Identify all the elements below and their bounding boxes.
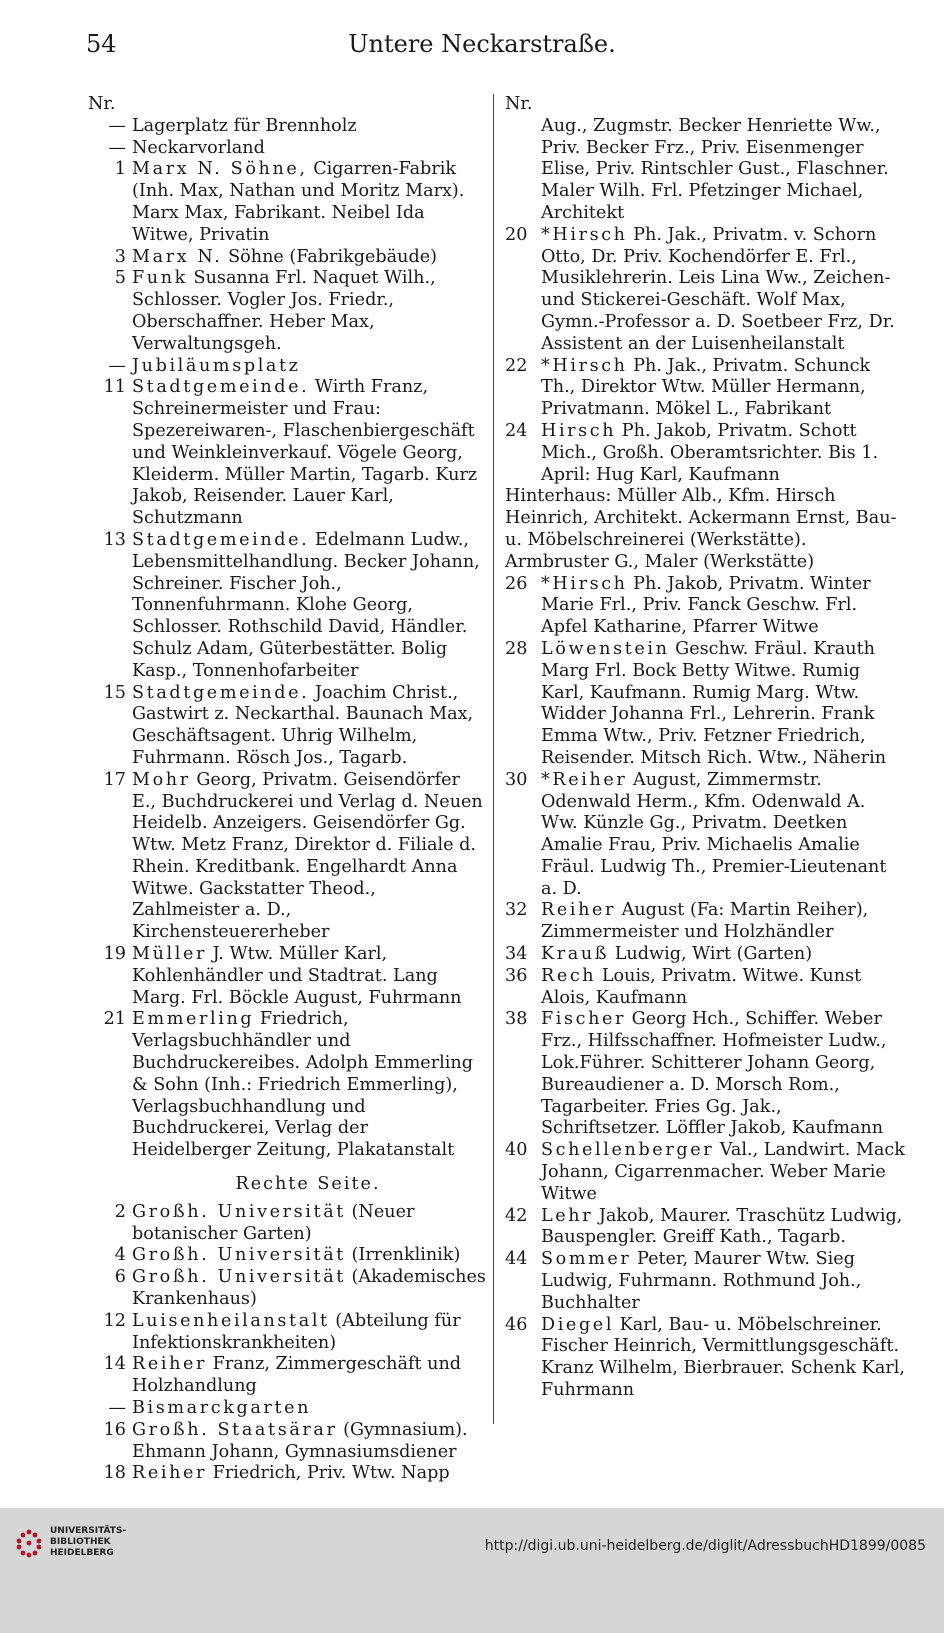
entry-name: Schellenberger: [541, 1140, 715, 1161]
logo-line: BIBLIOTHEK: [50, 1537, 111, 1547]
page-number: 54: [86, 30, 117, 58]
entry-name: *Hirsch: [541, 355, 628, 376]
right-entries-cont: [505, 574, 905, 1402]
entry-text: Susanna Frl. Naquet Wilh., Schlosser. Vogler Jos. Friedr., Oberschaffner. Heber Max, Verwaltungsgeh.: [132, 268, 436, 354]
entry-name: Großh. Staatsärar: [132, 1419, 338, 1440]
entry-name: Krauß: [541, 944, 610, 965]
source-url-link[interactable]: http://digi.ub.uni-heidelberg.de/diglit/AdressbuchHD1899/0085: [484, 1538, 926, 1554]
footer-bar: [0, 1508, 944, 1633]
entry-text: J. Wtw. Müller Karl, Kohlenhändler und Stadtrat. Lang Marg. Frl. Böckle August, Fuhrmann: [132, 944, 462, 1008]
entry-text: Söhne (Fabrikgebäude): [222, 246, 438, 267]
house-number: 5: [114, 268, 126, 289]
house-number: 36: [505, 965, 528, 986]
list-item: [88, 268, 488, 355]
entry-name: Reiher: [132, 1354, 208, 1375]
list-item: [88, 247, 488, 269]
list-item: [505, 944, 905, 966]
house-number: 28: [505, 638, 528, 659]
entry-text: (Neuer botanischer Garten): [132, 1201, 415, 1244]
left-column: [88, 94, 488, 1485]
house-number: 40: [505, 1140, 528, 1161]
logo-dot: [37, 1539, 42, 1544]
house-number: 12: [103, 1310, 126, 1331]
logo-dot: [27, 1553, 32, 1558]
house-number: —: [108, 115, 126, 136]
entry-name: *Hirsch: [541, 573, 628, 594]
house-number: 13: [103, 529, 126, 550]
list-item: [88, 159, 488, 246]
column-divider: [493, 94, 494, 1424]
entry-name: *Reiher: [541, 769, 628, 790]
entry-text: Karl, Bau- u. Möbelschreiner. Fischer Heinrich, Vermittlungsgeschäft. Kranz Wilhelm, Bierbrauer. Schenk Karl, Fuhrmann: [541, 1314, 905, 1401]
left-entries-right-side: [88, 1202, 488, 1485]
list-item: [88, 683, 488, 770]
house-number: 4: [114, 1245, 126, 1266]
house-number: 34: [505, 944, 528, 965]
entry-text: Val., Landwirt. Mack Johann, Cigarrenmacher. Weber Marie Witwe: [541, 1140, 905, 1204]
section-heading: Rechte Seite.: [235, 1174, 381, 1195]
house-number: 24: [505, 420, 528, 441]
entry-name: Stadtgemeinde.: [132, 682, 310, 703]
entry-text: Ludwig, Wirt (Garten): [609, 944, 813, 965]
entry-name: Sommer: [541, 1249, 632, 1270]
house-number: 22: [505, 355, 528, 376]
house-number: 16: [103, 1419, 126, 1440]
entry-name: Diegel: [541, 1314, 615, 1335]
house-number: 1: [114, 159, 126, 180]
house-number: 30: [505, 769, 528, 790]
list-item: [505, 356, 905, 421]
entry-name: Hirsch: [541, 420, 617, 441]
right-column: [505, 94, 905, 1402]
list-item: [505, 574, 905, 639]
entry-name: Funk: [132, 268, 188, 289]
entry-text: Louis, Privatm. Witwe. Kunst Alois, Kaufmann: [541, 965, 862, 1008]
list-item: [88, 356, 488, 378]
house-number: 17: [103, 769, 126, 790]
house-number: 26: [505, 573, 528, 594]
house-number: 19: [103, 944, 126, 965]
list-item: [88, 944, 488, 1009]
list-item: [88, 1311, 488, 1355]
entry-name: Stadtgemeinde.: [132, 377, 310, 398]
list-item: [505, 1009, 905, 1140]
entry-text: Georg, Privatm. Geisendörfer E., Buchdruckerei und Verlag d. Neuen Heidelb. Anzeigers. Geisendörfer Gg. Wtw. Metz Franz, Direktor d. Filiale d. Rhein. Kreditbank. Engelhardt Anna Witwe. Gackstatter Theod., Zahlmeister a. D., Kirchensteuererheber: [132, 769, 483, 943]
list-item: [88, 1398, 488, 1420]
entry-text: Wirth Franz, Schreinermeister und Frau: Spezereiwaren-, Flaschenbiergeschäft und Weinkleinverkauf. Vögele Georg, Kleiderm. Müller Martin, Tagarb. Kurz Jakob, Reisender. Lauer Karl, Schutzmann: [132, 377, 478, 529]
list-item: [505, 1206, 905, 1250]
house-number: 6: [114, 1267, 126, 1288]
hinterhaus-entry: Hinterhaus: Müller Alb., Kfm. Hirsch Heinrich, Architekt. Ackermann Ernst, Bau- u. Möbelschreinerei (Werkstätte). Armbruster G., Maler (Werkstätte): [505, 486, 897, 572]
entry-text: Peter, Maurer Wtw. Sieg Ludwig, Fuhrmann. Rothmund Joh., Buchhalter: [541, 1249, 862, 1313]
continuation-text: Aug., Zugmstr. Becker Henriette Ww., Priv. Becker Frz., Priv. Eisenmenger Elise, Priv. Rintschler Gust., Flaschner. Maler Wilh. Frl. Pfetzinger Michael, Architekt: [541, 115, 889, 223]
house-number: 42: [505, 1205, 528, 1226]
entry-text: Edelmann Ludw., Lebensmittelhandlung. Becker Johann, Schreiner. Fischer Joh., Tonnenfuhrmann. Klohe Georg, Schlosser. Rothschild David, Händler. Schulz Adam, Güterbestätter. Bolig Kasp., Tonnenhofarbeiter: [132, 529, 480, 681]
entry-name: *Hirsch: [541, 224, 628, 245]
list-item: [88, 1245, 488, 1267]
nr-label: Nr.: [505, 94, 533, 114]
list-item: [88, 1267, 488, 1311]
house-number: —: [108, 1398, 126, 1419]
entry-name: Löwenstein: [541, 638, 670, 659]
logo-dot: [27, 1541, 32, 1546]
entry-text: August (Fa: Martin Reiher), Zimmermeister und Holzhändler: [541, 900, 869, 943]
running-title: Untere Neckarstraße.: [348, 30, 616, 58]
entry-name: Großh. Universität: [132, 1267, 346, 1288]
entry-name: Emmerling: [132, 1009, 255, 1030]
entry-name: Lehr: [541, 1205, 594, 1226]
nr-label: Nr.: [88, 94, 116, 114]
list-item: [505, 1315, 905, 1402]
entry-name: Marx N.: [132, 246, 223, 267]
list-item: [88, 138, 488, 160]
house-number: 46: [505, 1314, 528, 1335]
logo-dot: [37, 1545, 42, 1550]
entry-name: Marx N. Söhne,: [132, 159, 308, 180]
house-number: 14: [103, 1354, 126, 1375]
entry-text: Joachim Christ., Gastwirt z. Neckarthal. Baunach Max, Geschäftsagent. Uhrig Wilhelm, Fuhrmann. Rösch Jos., Tagarb.: [132, 682, 474, 768]
house-number: 18: [103, 1463, 126, 1484]
house-number: —: [108, 137, 126, 158]
entry-name: Reiher: [541, 900, 617, 921]
logo-dot: [27, 1530, 32, 1535]
logo-dot: [33, 1551, 38, 1556]
house-number: —: [108, 355, 126, 376]
list-item: [505, 966, 905, 1010]
entry-name: Rech: [541, 965, 597, 986]
logo-line: UNIVERSITÄTS-: [50, 1526, 127, 1536]
logo-dot: [21, 1551, 26, 1556]
house-number: 21: [103, 1009, 126, 1030]
entry-name: Mohr: [132, 769, 191, 790]
entry-text: Neckarvorland: [132, 137, 265, 158]
house-number: 15: [103, 682, 126, 703]
right-entries: [505, 225, 905, 487]
entry-text: Geschw. Fräul. Krauth Marg Frl. Bock Betty Witwe. Rumig Karl, Kaufmann. Rumig Marg. Wtw. Widder Johanna Frl., Lehrerin. Frank Emma Wtw., Priv. Fetzner Friedrich, Reisender. Mitsch Rich. Wtw., Näherin: [541, 638, 887, 768]
list-item: [88, 770, 488, 944]
list-item: [505, 639, 905, 770]
list-item: [88, 1202, 488, 1246]
entry-name: Bismarckgarten: [132, 1398, 312, 1419]
entry-text: Friedrich, Priv. Wtw. Napp: [207, 1463, 450, 1484]
entry-name: Reiher: [132, 1463, 208, 1484]
list-item: [505, 421, 905, 486]
house-number: 11: [103, 377, 126, 398]
entry-name: Luisenheilanstalt: [132, 1310, 330, 1331]
list-item: [88, 1009, 488, 1162]
entry-text: (Abteilung für Infektionskrankheiten): [132, 1310, 461, 1353]
entry-name: Jubiläumsplatz: [132, 355, 301, 376]
list-item: [505, 1249, 905, 1314]
entry-text: (Irrenklinik): [345, 1245, 461, 1266]
list-item: [505, 770, 905, 901]
entry-text: Jakob, Maurer. Traschütz Ludwig, Bauspengler. Greiff Kath., Tagarb.: [541, 1205, 903, 1248]
list-item: [88, 1420, 488, 1464]
house-number: 44: [505, 1249, 528, 1270]
house-number: 20: [505, 224, 528, 245]
entry-name: Stadtgemeinde.: [132, 529, 310, 550]
entry-name: Müller: [132, 944, 208, 965]
entry-text: Lagerplatz für Brennholz: [132, 115, 357, 136]
house-number: 2: [114, 1201, 126, 1222]
house-number: 32: [505, 900, 528, 921]
entry-name: Großh. Universität: [132, 1201, 346, 1222]
list-item: [88, 377, 488, 530]
entry-text: Friedrich, Verlagsbuchhändler und Buchdruckereibes. Adolph Emmerling & Sohn (Inh.: Friedrich Emmerling), Verlagsbuchhandlung und Buchdruckerei, Verlag der Heidelberger Zeitung, Plakatanstalt: [132, 1009, 473, 1161]
list-item: [88, 1354, 488, 1398]
entry-text: Cigarren-Fabrik (Inh. Max, Nathan und Moritz Marx). Marx Max, Fabrikant. Neibel Ida Witwe, Privatin: [132, 159, 465, 245]
entry-name: Großh. Universität: [132, 1245, 346, 1266]
library-logo-icon: [14, 1528, 44, 1558]
list-item: [88, 1463, 488, 1485]
entry-text: Ph. Jakob, Privatm. Winter Marie Frl., Priv. Fanck Geschw. Frl. Apfel Katharine, Pfarrer Witwe: [541, 573, 871, 638]
logo-dot: [21, 1533, 26, 1538]
logo-line: HEIDELBERG: [50, 1548, 114, 1558]
entry-text: (Gymnasium). Ehmann Johann, Gymnasiumsdiener: [132, 1419, 468, 1462]
logo-dot: [33, 1533, 38, 1538]
library-logo-text: [50, 1526, 126, 1559]
house-number: 3: [114, 246, 126, 267]
entry-text: Georg Hch., Schiffer. Weber Frz., Hilfsschaffner. Hofmeister Ludw., Lok.Führer. Schitterer Johann Georg, Bureaudiener a. D. Morsch Rom., Tagarbeiter. Fries Gg. Jak., Schriftsetzer. Löffler Jakob, Kaufmann: [541, 1009, 887, 1139]
list-item: [505, 900, 905, 944]
logo-dot: [17, 1545, 22, 1550]
entry-text: Ph. Jakob, Privatm. Schott Mich., Großh. Oberamtsrichter. Bis 1. April: Hug Karl, Kaufmann: [541, 420, 879, 485]
logo-dot: [17, 1539, 22, 1544]
entry-text: August, Zimmermstr. Odenwald Herm., Kfm. Odenwald A. Ww. Künzle Gg., Privatm. Deetken Amalie Frau, Priv. Michaelis Amalie Fräul. Ludwig Th., Premier-Lieutenant a. D.: [541, 769, 887, 899]
list-item: [88, 116, 488, 138]
entry-text: (Akademisches Krankenhaus): [132, 1267, 486, 1310]
page-header: [86, 30, 878, 70]
entry-text: Ph. Jak., Privatm. Schunck Th., Direktor Wtw. Müller Hermann, Privatmann. Mökel L., Fabrikant: [541, 355, 871, 420]
entry-text: Franz, Zimmergeschäft und Holzhandlung: [132, 1354, 462, 1397]
list-item: [505, 1140, 905, 1205]
left-entries: [88, 116, 488, 1162]
entry-text: Ph. Jak., Privatm. v. Schorn Otto, Dr. Priv. Kochendörfer E. Frl., Musiklehrerin. Leis Lina Ww., Zeichen- und Stickerei-Geschäft. Wolf Max, Gymn.-Professor a. D. Soetbeer Frz, Dr. Assistent an der Luisenheilanstalt: [541, 224, 895, 354]
house-number: 38: [505, 1009, 528, 1030]
entry-name: Fischer: [541, 1009, 627, 1030]
list-item: [505, 225, 905, 356]
list-item: [88, 530, 488, 683]
